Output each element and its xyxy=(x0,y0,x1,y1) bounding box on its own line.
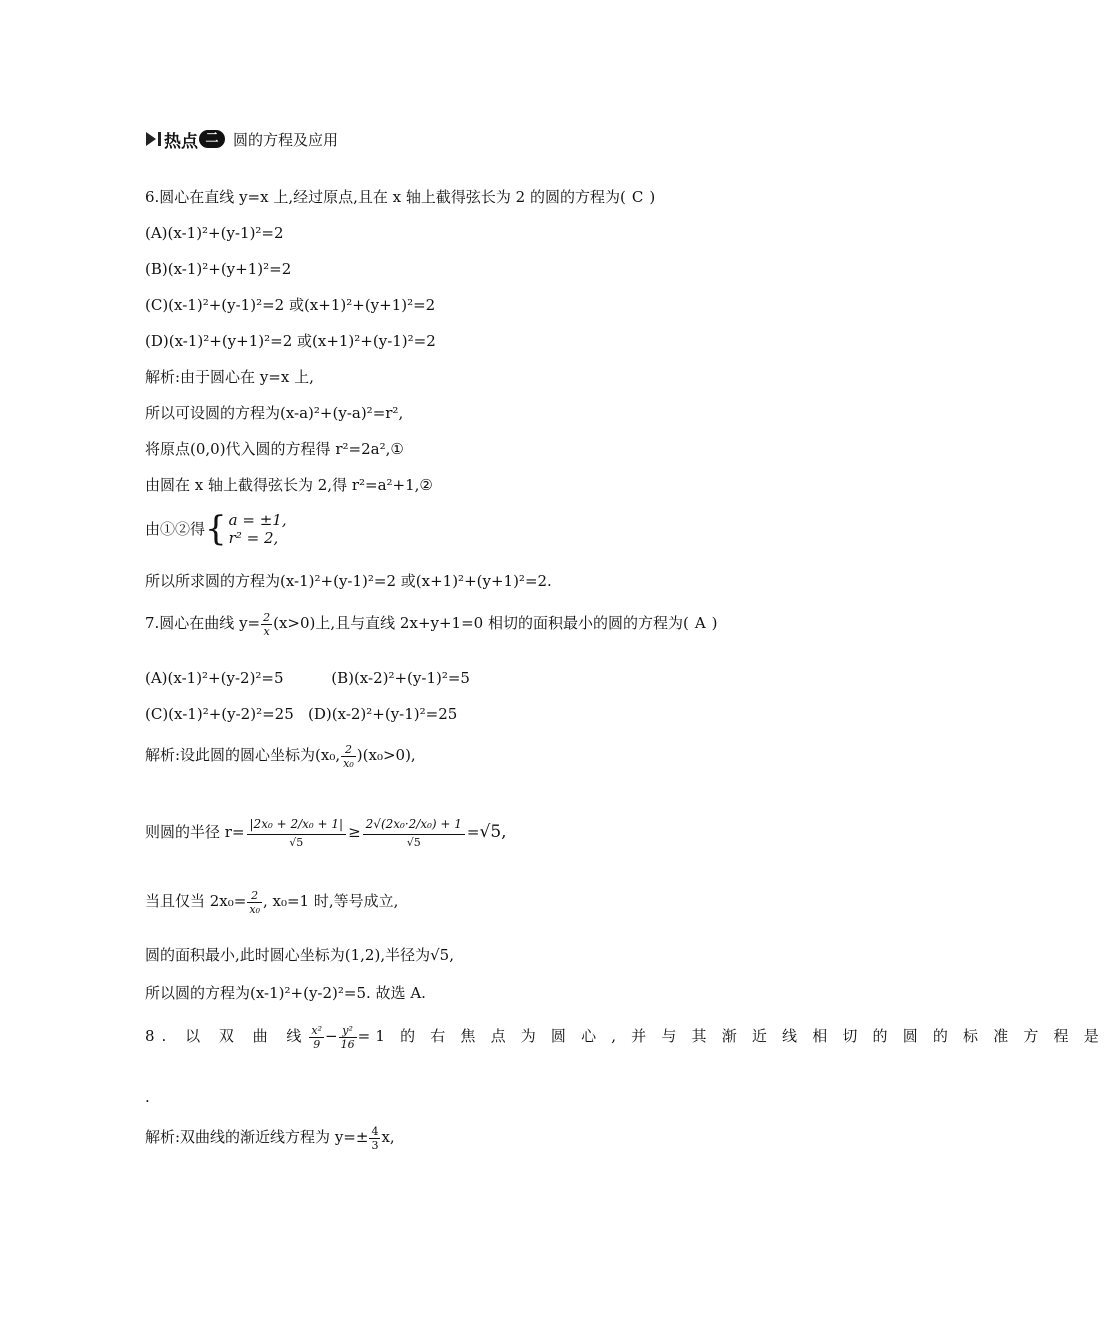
radius-result: √5, xyxy=(479,822,507,842)
badge-number: 二 xyxy=(199,130,225,148)
equals-sign: = xyxy=(466,823,480,841)
q8-fraction-y xyxy=(339,1024,357,1051)
q8-solution-1 xyxy=(145,1124,395,1152)
q6-stem-close: ) xyxy=(649,188,656,206)
system-line-2: r² = 2, xyxy=(228,529,279,547)
radius-denominator-2: √5 xyxy=(406,835,421,849)
q7-solution-2-text: 则圆的半径 r= xyxy=(145,823,245,841)
q7-stem xyxy=(145,610,718,638)
q6-option-b: (B)(x-1)²+(y+1)²=2 xyxy=(145,260,292,278)
q6-solution-5-text: 由①②得 xyxy=(145,520,206,538)
fraction-denominator: x₀ xyxy=(249,902,260,916)
q7-solution-3-end: , x₀=1 时,等号成立, xyxy=(262,892,399,910)
q7-solution-5: 所以圆的方程为(x-1)²+(y-2)²=5. 故选 A. xyxy=(145,984,426,1002)
q7-solution-3-text: 当且仅当 2x₀= xyxy=(145,892,247,910)
q7-options-cd: (C)(x-1)²+(y-2)²=25 (D)(x-2)²+(y-1)²=25 xyxy=(145,705,458,723)
fraction-numerator: x² xyxy=(311,1023,323,1037)
q7-options-ab: (A)(x-1)²+(y-2)²=5 (B)(x-2)²+(y-1)²=5 xyxy=(145,669,470,687)
q7-solution-1 xyxy=(145,742,416,770)
q7-stem-close: ) xyxy=(711,614,718,632)
q8-solution-1-text: 解析:双曲线的渐近线方程为 y=± xyxy=(145,1128,369,1146)
fraction-denominator: 3 xyxy=(371,1138,379,1152)
q6-option-c: (C)(x-1)²+(y-1)²=2 或(x+1)²+(y+1)²=2 xyxy=(145,296,436,314)
q8-fraction-x xyxy=(309,1024,324,1051)
fraction-denominator: 9 xyxy=(313,1037,321,1051)
q6-stem-text: 6.圆心在直线 y=x 上,经过原点,且在 x 轴上截得弦长为 2 的圆的方程为( xyxy=(145,188,626,206)
q8-solution-1-fraction xyxy=(369,1125,380,1152)
q6-option-a: (A)(x-1)²+(y-1)²=2 xyxy=(145,224,284,242)
q8-stem-end: =1 的 右 焦 点 为 圆 心 , 并 与 其 渐 近 线 相 切 的 圆 的 标 准 方 程 是 xyxy=(357,1027,1104,1045)
q7-solution-1-end: )(x₀>0), xyxy=(356,746,416,764)
q7-solution-3 xyxy=(145,888,398,916)
bar-icon xyxy=(158,132,161,146)
brace-symbol: { xyxy=(205,509,227,549)
q7-stem-mid: (x>0)上,且与直线 2x+y+1=0 相切的面积最小的圆的方程为( xyxy=(273,614,689,632)
q7-solution-2 xyxy=(145,806,507,857)
q6-answer: C xyxy=(631,188,644,206)
q8-blank-end: . xyxy=(145,1088,150,1106)
q8-stem xyxy=(145,1022,1104,1051)
fraction-denominator: 16 xyxy=(340,1037,355,1051)
equation-system xyxy=(229,511,287,547)
fraction-numerator: 2 xyxy=(263,610,271,624)
q7-solution-3-fraction xyxy=(247,889,262,916)
q7-stem-text: 7.圆心在曲线 y= xyxy=(145,614,261,632)
q7-solution-1-fraction xyxy=(341,743,356,770)
q6-solution-4: 由圆在 x 轴上截得弦长为 2,得 r²=a²+1,② xyxy=(145,476,433,494)
section-heading xyxy=(146,129,339,152)
q6-solution-2: 所以可设圆的方程为(x-a)²+(y-a)²=r², xyxy=(145,404,404,422)
fraction-numerator: 4 xyxy=(371,1124,379,1138)
fraction-denominator: x₀ xyxy=(343,756,354,770)
radius-fraction-2 xyxy=(363,814,465,851)
hot-badge xyxy=(146,127,225,152)
q7-solution-1-text: 解析:设此圆的圆心坐标为(x₀, xyxy=(145,746,341,764)
system-line-1: a = ±1, xyxy=(228,511,287,529)
q6-stem xyxy=(145,187,655,207)
fraction-numerator: y² xyxy=(339,1024,357,1038)
radius-numerator-1: |2x₀ + 2/x₀ + 1| xyxy=(247,814,347,835)
q8-stem-text: 8. 以 双 曲 线 xyxy=(145,1027,309,1045)
minus-sign: − xyxy=(325,1027,338,1045)
play-arrow-icon xyxy=(146,132,156,146)
q6-solution-5 xyxy=(145,510,287,547)
q6-option-d: (D)(x-1)²+(y+1)²=2 或(x+1)²+(y-1)²=2 xyxy=(145,332,436,350)
radius-denominator-1: √5 xyxy=(289,835,304,849)
q7-answer: A xyxy=(694,614,706,632)
badge-text: 热点 xyxy=(164,131,198,152)
q8-solution-1-end: x, xyxy=(381,1128,395,1146)
section-title: 圆的方程及应用 xyxy=(233,130,339,149)
fraction-numerator: 2 xyxy=(341,743,356,757)
q6-solution-3: 将原点(0,0)代入圆的方程得 r²=2a²,① xyxy=(145,440,404,458)
q6-solution-6: 所以所求圆的方程为(x-1)²+(y-1)²=2 或(x+1)²+(y+1)²=2. xyxy=(145,572,552,590)
ge-sign: ≥ xyxy=(348,823,361,841)
fraction-numerator: 2 xyxy=(247,889,262,903)
radius-fraction-1 xyxy=(247,814,347,851)
q7-solution-4: 圆的面积最小,此时圆心坐标为(1,2),半径为√5, xyxy=(145,946,454,964)
fraction-denominator: x xyxy=(263,624,270,638)
radius-numerator-2: 2√(2x₀·2/x₀) + 1 xyxy=(363,814,465,835)
q7-fraction xyxy=(261,611,272,638)
q6-solution-1: 解析:由于圆心在 y=x 上, xyxy=(145,368,314,386)
